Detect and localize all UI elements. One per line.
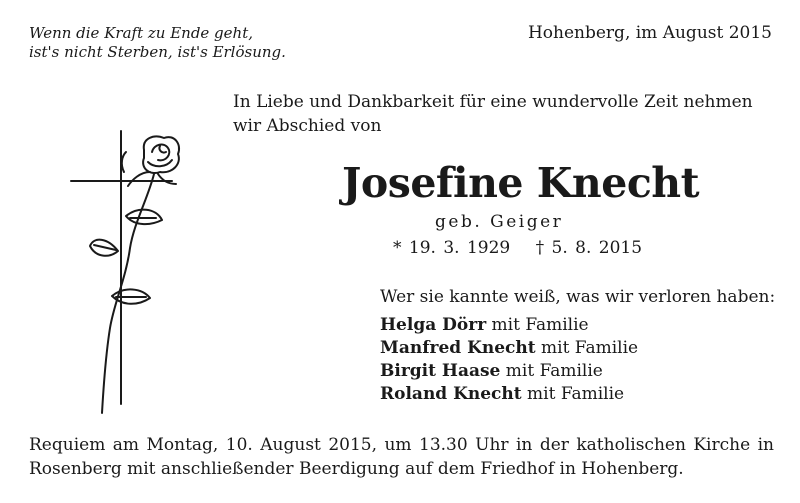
motto-line-2: ist's nicht Sterben, ist's Erlösung. xyxy=(29,43,286,61)
motto-quote xyxy=(29,24,286,62)
mourner-name: Manfred Knecht xyxy=(380,338,536,358)
list-item xyxy=(380,360,638,383)
mourner-name: Roland Knecht xyxy=(380,384,522,404)
mourner-suffix: mit Familie xyxy=(486,315,589,335)
death-date: † 5. 8. 2015 xyxy=(535,238,643,258)
mourner-name: Helga Dörr xyxy=(380,315,487,335)
list-item xyxy=(380,337,638,360)
list-item xyxy=(380,383,638,406)
birth-name: geb. Geiger xyxy=(435,212,564,232)
mourner-name: Birgit Haase xyxy=(380,361,501,381)
list-item xyxy=(380,314,638,337)
place-date: Hohenberg, im August 2015 xyxy=(527,23,772,43)
intro-text: In Liebe und Dankbarkeit für eine wundervolle Zeit nehmen wir Abschied von xyxy=(233,92,753,136)
mourners-intro: Wer sie kannte weiß, was wir verloren haben: xyxy=(380,287,776,307)
mourner-suffix: mit Familie xyxy=(521,384,625,404)
mourner-suffix: mit Familie xyxy=(535,338,639,358)
requiem-notice: Requiem am Montag, 10. August 2015, um 13.30 Uhr in der katholischen Kirche in Rosenberg mit anschließender Beerdigung auf dem Friedhof in Hohenberg. xyxy=(29,435,774,479)
mourners-list xyxy=(380,314,638,406)
life-dates xyxy=(393,238,660,258)
mourner-suffix: mit Familie xyxy=(500,361,603,381)
birth-date: * 19. 3. 1929 xyxy=(393,238,511,258)
motto-line-1: Wenn die Kraft zu Ende geht, xyxy=(29,24,253,42)
deceased-name: Josefine Knecht xyxy=(342,159,700,207)
cross-with-rose-icon xyxy=(68,128,188,418)
